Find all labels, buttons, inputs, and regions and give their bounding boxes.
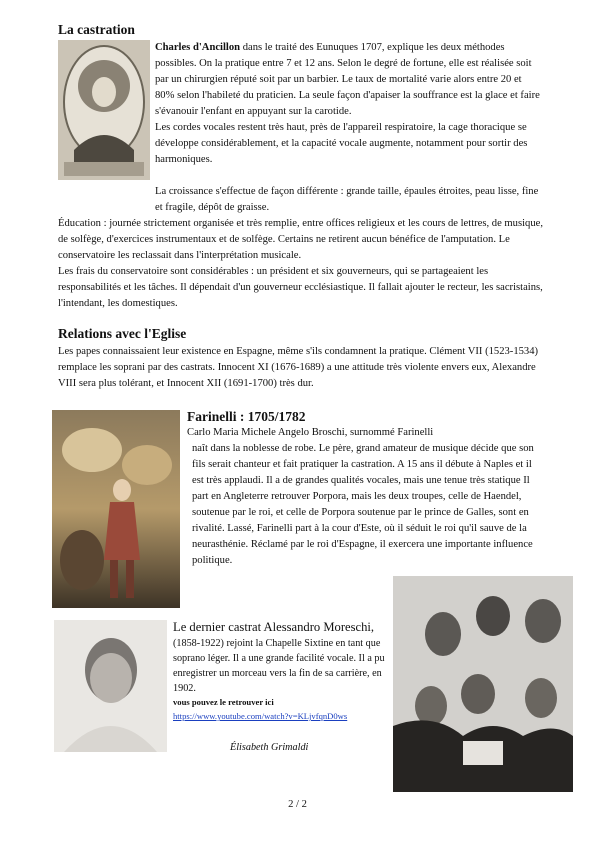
moreschi-body: (1858-1922) rejoint la Chapelle Sixtine en tant que soprano léger. Il a une grande facilité vocale. Il a pu enregistrer un morceau vers la fin de sa carrière, en 1902. — [173, 638, 385, 694]
author-signature: Élisabeth Grimaldi — [230, 742, 309, 753]
ancillon-portrait-image — [58, 40, 150, 180]
castration-para-5: Les frais du conservatoire sont considérables : un président et six gouverneurs, qui se partageaient les responsabilités et les tâches. Il dépendait d'un gouverneur ecclésiastique. Il fallait ajouter le recteur, les sacristains, l'intendant, les domestiques. — [58, 266, 543, 309]
eglise-para-1: Les papes connaissaient leur existence en Espagne, même s'ils condamnent la pratique. Clément VII (1523-1534) remplace les soprani par des castrats. Innocent XI (1676-1689) a une attitude très violente envers eux, Alexandre VIII sera plus tolérant, et Innocent XII (1691-1700) très dur. — [58, 346, 539, 389]
youtube-link[interactable]: https://www.youtube.com/watch?v=KLjvfqnD0ws — [173, 711, 348, 721]
castration-para-2: Les cordes vocales restent très haut, près de l'appareil respiratoire, la cage thoracique se développe considérablement, et la capacité vocale augmente, notamment pour sortir des harmoniques. — [155, 122, 528, 165]
farinelli-text — [187, 425, 542, 569]
farinelli-title: Farinelli : 1705/1782 — [187, 409, 306, 424]
farinelli-painting-image — [52, 410, 180, 608]
castration-text-bottom — [58, 184, 543, 312]
castration-para-4: Éducation : journée strictement organisée et très remplie, entre offices religieux et les cours de lettres, de musique, de solfège, d'exercices instrumentaux et de solfège. Certains ne retirent aucun bénéfice de l'amputation. Le conservatoire les reclassait dans l'interprétation musicale. — [58, 218, 543, 261]
page-number: 2 / 2 — [288, 799, 307, 810]
farinelli-para: naît dans la noblesse de robe. Le père, grand amateur de musique décide que son fils serait chanteur et fait pratiquer la castration. A 15 ans il débute à Naples et il est très applaudi. Il a de grandes qualités vocales, mais une tenue très statique Il part en Angleterre retrouver Porpora, mais les deux troupes, celle de Haendel, soutenue par le roi, et celle de Porpora soutenue par le prince de Galles, sont en rivalité. Lassé, Farinelli part à la cour d'Este, où il séduit le roi qu'il sauve de la neurasthénie. Réclamé par le roi d'Espagne, il exercera une importante influence politique. — [192, 443, 534, 566]
group-photo-image — [393, 576, 573, 792]
castration-text-top — [155, 40, 540, 168]
moreschi-photo-image — [54, 620, 167, 752]
section-title-eglise: Relations avec l'Eglise — [58, 326, 187, 341]
ancillon-name: Charles d'Ancillon — [155, 42, 241, 53]
moreschi-title: Le dernier castrat Alessandro Moreschi, — [173, 620, 375, 634]
eglise-text — [58, 344, 543, 392]
section-title-castration: La castration — [58, 22, 135, 37]
moreschi-link-intro: vous pouvez le retrouver ici — [173, 697, 274, 707]
castration-para-3: La croissance s'effectue de façon différente : grande taille, épaules étroites, peau lisse, fine et fragile, dépôt de graisse. — [155, 186, 539, 213]
castration-para-1: dans le traité des Eunuques 1707, explique les deux méthodes possibles. On la pratique entre 7 et 12 ans. Selon le degré de fortune, elle est réalisée soit par un chirurgien réputé soit par un barbier. Le taux de mortalité varie alors entre 20 et 80% selon l'habileté du praticien. La seule façon d'apaiser la souffrance est la glace et faire s'évanouir l'enfant en appuyant sur la carotide. — [155, 42, 540, 117]
farinelli-line-1: Carlo Maria Michele Angelo Broschi, surnommé Farinelli — [187, 427, 434, 438]
moreschi-text — [173, 620, 387, 724]
